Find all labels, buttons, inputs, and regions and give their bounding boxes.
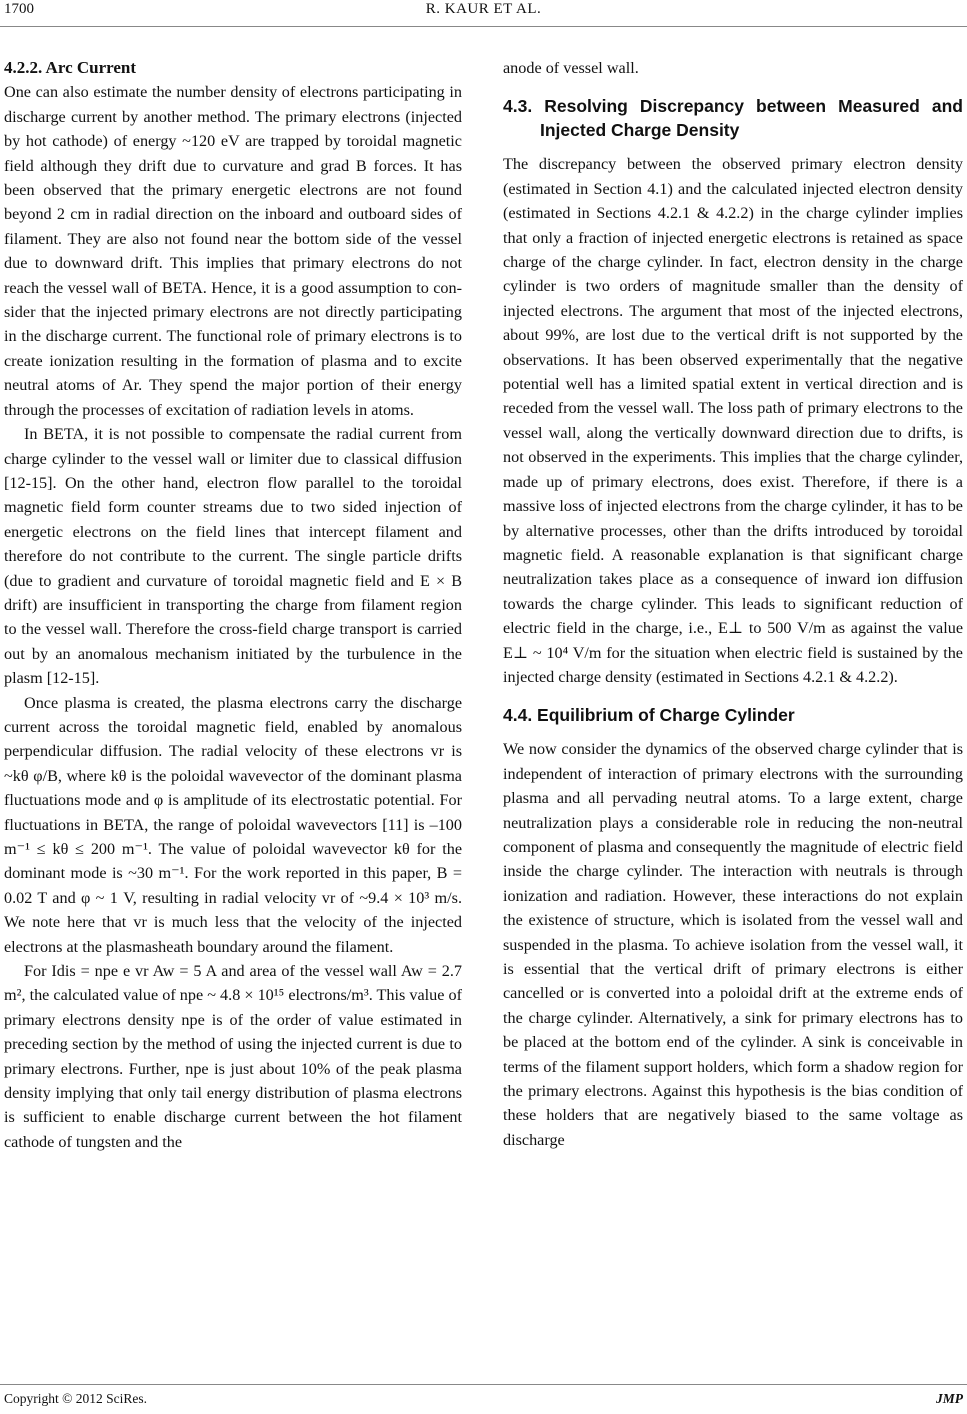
header-rule (0, 26, 967, 27)
section-title-4-4: 4.4. Equilibrium of Charge Cylinder (503, 705, 795, 726)
paragraph: One can also estimate the number density of electrons participating in discharge current by another method. The primary electrons (injected by hot cathode) of energy ~120 eV are trapped by toroidal magnetic field although they drift due to curvature and grad B forces. It has been observed that the primary energetic electrons are not found beyond 2 cm in radial direction on the inboard and outboard sides of filament. They are also not found near the bottom side of the vessel due to downward drift. This implies that primary electrons do not reach the vessel wall of BETA. Hence, it is a good assumption to consider that the injected primary electrons are not directly participating in the discharge current. The functional role of primary electrons is to create ionization resulting in the formation of plasma and to excite neutral atoms of Ar. They spend the major portion of their energy through the processes of excitation of radiation levels in atoms. (4, 83, 462, 419)
section-title-4-3: 4.3. Resolving Discrepancy between Measured and Injected Charge Density (503, 96, 963, 141)
footer-rule (0, 1384, 967, 1385)
subsection-title: 4.2.2. Arc Current (4, 58, 137, 77)
paragraph: In BETA, it is not possible to compensate the radial current from charge cylinder to the vessel wall or limiter due to classical diffusion [12-15]. On the other hand, electron flow parallel to the toroidal magnetic field form counter streams due to two sided injection of energetic electrons on the field lines that intercept filament and therefore do not contribute to the current. The single particle drifts (due to gradient and curvature of toroidal magnetic field and E × B drift) are insufficient in transporting the charge from filament region to the vessel wall. Therefore the cross-field charge transport is carried out by an anomalous mechanism initiated by the turbulence in the plasm [12-15]. (4, 425, 462, 688)
paragraph: We now consider the dynamics of the observed charge cylinder that is independent of interaction of primary electrons with the surrounding plasma and all pervading neutral atoms. To a large extent, charge neutralization plays a considerable role in reducing the non-neutral component of plasma and consequently the magnitude of electric field inside the charge cylinder. The interaction with neutrals is through ionization and radiation. However, these interactions do not explain the existence of structure, which is isolated from the vessel wall and suspended in the plasma. To achieve isolation from the vessel wall, it is essential that the vertical drift of primary electrons is either cancelled or is converted into a poloidal drift at the extreme ends of the charge cylinder. Alternatively, a sink for primary electrons has to be placed at the bottom end of the cylinder. A sink is conceivable in terms of the filament support holders, which form a shadow region for the primary electrons. Against this hypothesis is the bias condition of these holders that are negatively biased to the same voltage as discharge (503, 740, 963, 1149)
paragraph: The discrepancy between the observed primary electron density (estimated in Section 4.1) and the calculated injected electron density (estimated in Sections 4.2.1 & 4.2.2) in the charge cylinder implies that only a fraction of injected energetic electrons is retained as space charge of the charge cylinder. In fact, electron density in the charge cylinder is two orders of magnitude smaller than the density of injected electrons. The argument that most of the injected electrons, about 99%, are lost due to the vertical drift is not supported by the observations. It has been observed experimentally that the negative potential well has a limited spatial extent in vertical direction and is receded from the vessel wall. The loss path of primary electrons to the vessel wall, along the vertically downward direction due to drifts, is not observed in the experiments. This implies that the charge cylinder, made up of primary electrons, does exist. Therefore, if there is a massive loss of injected electrons from the charge cylinder, it has to be by alternative processes, other than the drifts introduced by toroidal magnetic field. A reasonable explanation is that significant charge neutralization takes place as a consequence of inward ion diffusion towards the charge cylinder. This leads to significant reduction of electric field in the charge, i.e., E⊥ to 500 V/m as against the value E⊥ ~ 10⁴ V/m for the situation when electric field is sustained by the injected charge density (estimated in Sections 4.2.1 & 4.2.2). (503, 155, 963, 686)
left-column (4, 56, 462, 1154)
right-column (503, 56, 963, 1152)
copyright-notice: Copyright © 2012 SciRes. (4, 1391, 148, 1406)
paragraph: Once plasma is created, the plasma electrons carry the discharge current across the toroidal magnetic field, enabled by anomalous perpendicular diffusion. The radial velocity of these electrons vr is ~kθ φ/B, where kθ is the poloidal wavevector of the dominant plasma fluctuations mode and φ is amplitude of its electrostatic potential. For fluctuations in BETA, the range of poloidal wavevectors [11] is –100 m⁻¹ ≤ kθ ≤ 200 m⁻¹. The value of poloidal wavevector kθ for the dominant mode is ~30 m⁻¹. For the work reported in this paper, B = 0.02 T and φ ~ 1 V, resulting in radial velocity vr of ~9.4 × 10³ m/s. We note here that vr is much less that the velocity of the injected electrons at the plasmasheath boundary around the filament. (4, 693, 462, 956)
page-number: 1700 (4, 1, 34, 17)
journal-abbreviation: JMP (936, 1391, 963, 1406)
paragraph-continuation: anode of vessel wall. (503, 59, 639, 77)
running-head: R. KAUR ET AL. (425, 1, 542, 17)
paragraph: For Idis = npe e vr Aw = 5 A and area of the vessel wall Aw = 2.7 m², the calculated value of npe ~ 4.8 × 10¹⁵ electrons/m³. This value of primary electrons density npe is of the order of value estimated in preceding section by the method of using the injected current is due to primary electrons. Further, npe is just about 10% of the peak plasma density implying that only tail energy distribution of plasma electrons is sufficient to enable discharge current between the hot filament cathode of tungsten and the (4, 962, 462, 1151)
